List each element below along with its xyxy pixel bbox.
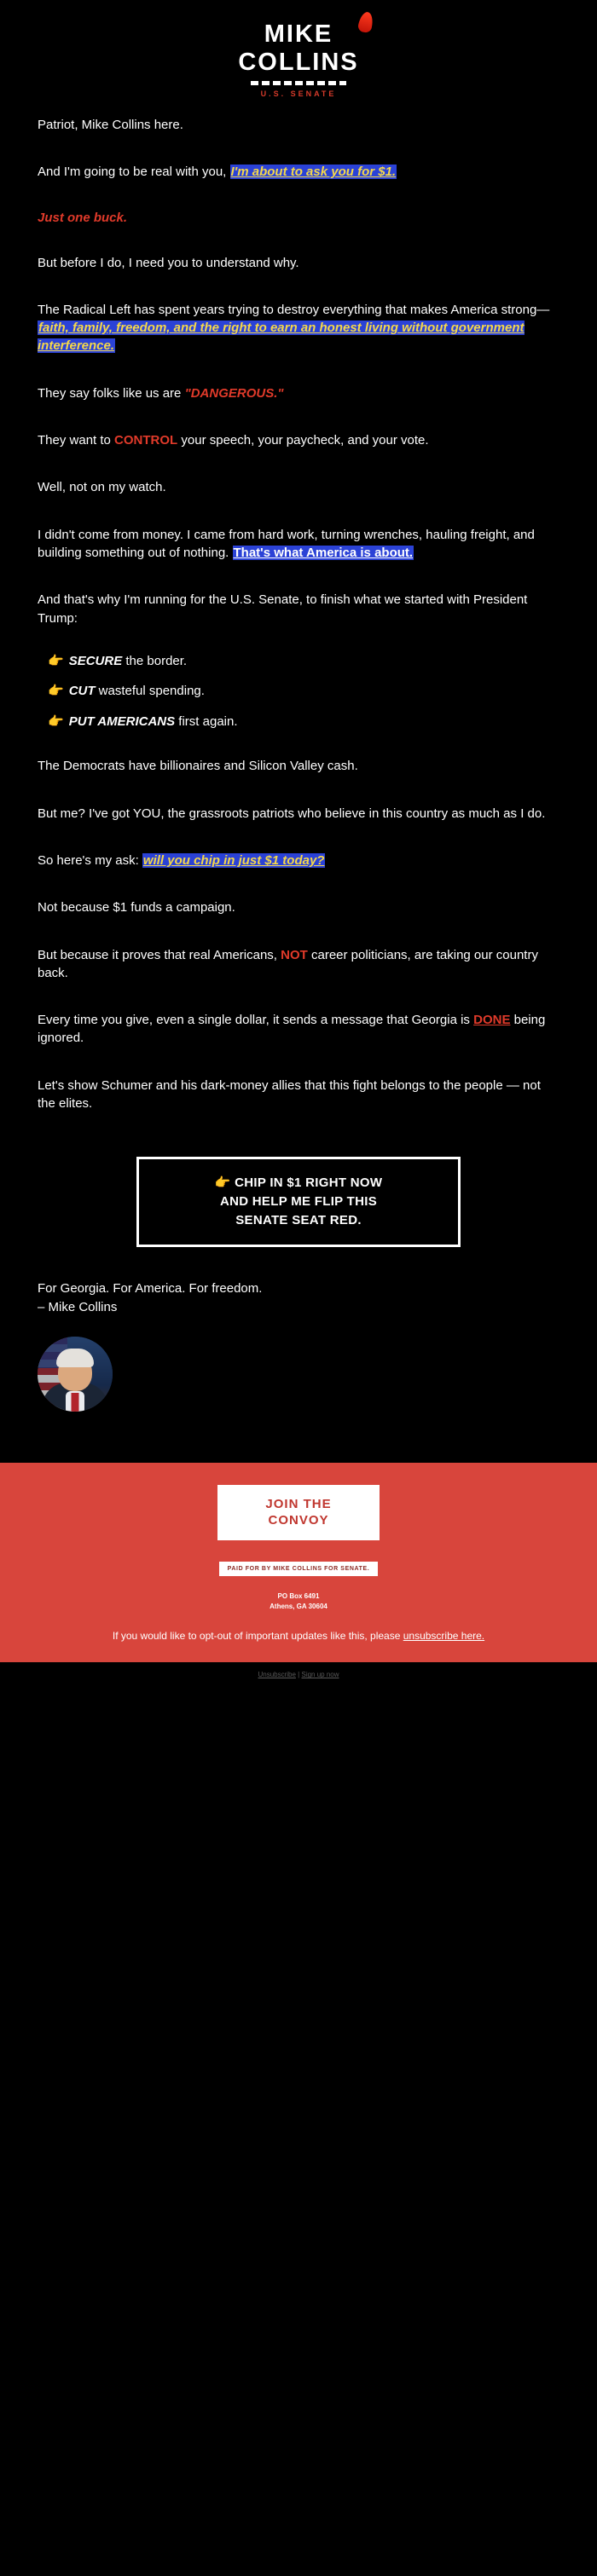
values-highlight: faith, family, freedom, and the right to earn an honest living without government interference. — [38, 321, 525, 354]
paragraph-greeting — [38, 116, 559, 134]
bullet-rest: first again. — [175, 713, 238, 729]
paragraph-control — [38, 431, 559, 449]
not-word: NOT — [281, 947, 308, 962]
georgia-done-suffix: being ignored. — [38, 1013, 546, 1046]
dangerous-prefix: They say folks like us are — [38, 385, 185, 401]
cta-section — [38, 1141, 559, 1279]
platform-bullet-list — [38, 653, 559, 731]
pointing-hand-icon: 👉 — [48, 713, 64, 729]
join-the-convoy-button[interactable] — [217, 1485, 380, 1540]
logo-line-mike — [238, 22, 358, 47]
bottom-bar — [0, 1662, 597, 1690]
ask-one-dollar-highlight: I'm about to ask you for $1. — [230, 165, 397, 180]
real-americans-prefix: But because it proves that real Americans, — [38, 947, 281, 962]
paragraph-before-i-do: But before I do, I need you to understand why. — [38, 255, 299, 270]
america-is-about-highlight: That's what America is about. — [233, 545, 414, 560]
control-prefix: They want to — [38, 433, 115, 448]
email-footer — [0, 1463, 597, 1663]
list-item — [48, 653, 559, 670]
chip-in-cta-button[interactable] — [136, 1157, 461, 1246]
address-line-2: Athens, GA 30604 — [270, 1603, 327, 1611]
bullet-rest: the border. — [122, 653, 188, 668]
bullet-emphasis: CUT — [68, 684, 96, 699]
signoff-block — [38, 1279, 559, 1318]
greeting-text: Patriot, Mike Collins here. — [38, 118, 183, 132]
paragraph-radical-left — [38, 301, 559, 355]
the-ask-prefix: So here's my ask: — [38, 852, 142, 868]
cta-line-3: SENATE SEAT RED. — [235, 1212, 362, 1227]
paragraph-hard-work — [38, 526, 559, 563]
mailing-address — [29, 1591, 568, 1614]
paragraph-real-americans — [38, 946, 559, 983]
ask-intro-prefix: And I'm going to be real with you, — [38, 165, 230, 180]
portrait-hair — [56, 1349, 94, 1367]
pointing-hand-icon: 👉 — [48, 653, 64, 668]
bottom-bar-links — [0, 1671, 597, 1678]
bullet-emphasis: SECURE — [68, 653, 123, 668]
list-item — [48, 683, 559, 700]
logo-text-collins: COLLINS — [238, 49, 359, 76]
paragraph-democrats-cash: The Democrats have billionaires and Silicon Valley cash. — [38, 759, 358, 774]
logo-subtitle: U.S. SENATE — [260, 90, 337, 98]
mike-collins-logo[interactable] — [238, 22, 358, 98]
avatar — [38, 1337, 113, 1412]
paragraph-running-for-senate: And that's why I'm running for the U.S. Senate, to finish what we started with President Trump: — [38, 592, 528, 626]
signoff-line-2: – Mike Collins — [38, 1300, 118, 1315]
list-item — [48, 713, 559, 731]
dangerous-quote: "DANGEROUS." — [184, 385, 284, 401]
paragraph-dangerous — [38, 384, 559, 402]
bottom-signup-link[interactable]: Sign up now — [301, 1671, 339, 1679]
georgia-done-prefix: Every time you give, even a single dollar, it sends a message that Georgia is — [38, 1013, 474, 1028]
bullet-rest: wasteful spending. — [95, 684, 205, 699]
control-suffix: your speech, your paycheck, and your vote. — [177, 433, 429, 448]
unsubscribe-link[interactable]: unsubscribe here. — [403, 1630, 485, 1643]
hard-work-prefix: I didn't come from money. I came from hard work, turning wrenches, hauling freight, and building something out of nothing. — [38, 527, 535, 560]
paragraph-just-one-buck: Just one buck. — [38, 210, 128, 225]
real-americans-suffix: career politicians, are taking our country back. — [38, 947, 538, 980]
bottom-separator: | — [295, 1671, 302, 1679]
paragraph-not-because: Not because $1 funds a campaign. — [38, 900, 235, 915]
flame-icon — [356, 11, 374, 34]
logo-text-mike: MIKE — [264, 20, 333, 48]
paragraph-schumer: Let's show Schumer and his dark-money allies that this fight belongs to the people — not the elites. — [38, 1077, 541, 1112]
optout-text — [98, 1628, 499, 1643]
logo-header — [0, 0, 597, 116]
portrait-tie — [72, 1393, 79, 1412]
paragraph-the-ask — [38, 852, 559, 869]
email-body — [0, 116, 597, 1412]
signoff-line-1: For Georgia. For America. For freedom. — [38, 1280, 263, 1296]
join-line-1: JOIN THE — [265, 1496, 332, 1511]
done-word: DONE — [473, 1013, 511, 1028]
paid-for-disclaimer: PAID FOR BY MIKE COLLINS FOR SENATE. — [219, 1562, 379, 1576]
pointing-hand-icon: 👉 — [214, 1175, 231, 1191]
flag-stripe-divider — [251, 81, 346, 85]
pointing-hand-icon: 👉 — [48, 684, 64, 699]
cta-line-1-text: CHIP IN $1 RIGHT NOW — [235, 1175, 383, 1191]
paragraph-grassroots: But me? I've got YOU, the grassroots patriots who believe in this country as much as I do. — [38, 806, 546, 821]
cta-line-2: AND HELP ME FLIP THIS — [219, 1194, 378, 1210]
control-word: CONTROL — [114, 433, 178, 448]
optout-sentence: If you would like to opt-out of important updates like this, please — [112, 1630, 403, 1643]
paragraph-not-on-my-watch: Well, not on my watch. — [38, 480, 166, 495]
cta-line-1 — [158, 1174, 439, 1193]
address-line-1: PO Box 6491 — [277, 1591, 320, 1600]
paragraph-georgia-done — [38, 1011, 559, 1048]
bottom-unsubscribe-link[interactable]: Unsubscribe — [258, 1671, 296, 1679]
join-line-2: CONVOY — [268, 1513, 329, 1528]
chip-in-highlight-link[interactable]: will you chip in just $1 today? — [142, 852, 325, 868]
radical-left-prefix: The Radical Left has spent years trying to destroy everything that makes America strong— — [38, 302, 550, 317]
bullet-emphasis: PUT AMERICANS — [68, 713, 176, 729]
paragraph-ask-intro — [38, 163, 559, 181]
